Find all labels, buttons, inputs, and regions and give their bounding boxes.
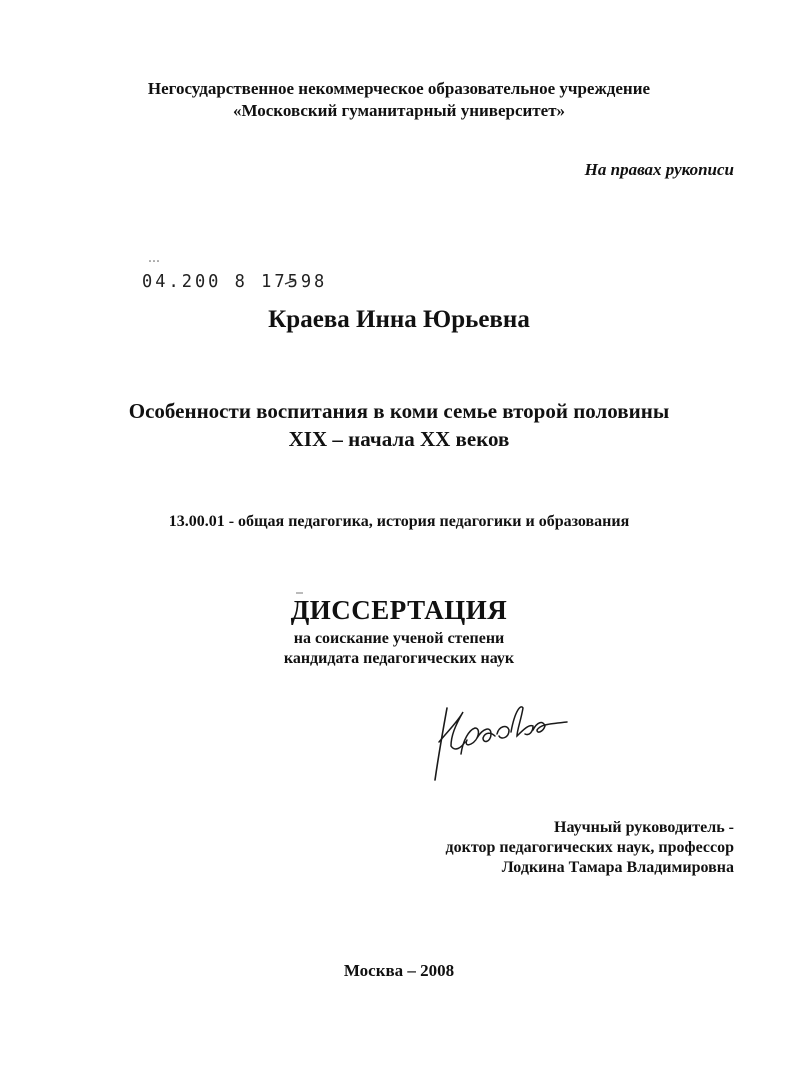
title-line-2: XIX – начала XX веков (288, 427, 510, 451)
title-line-1: Особенности воспитания в коми семье второй половины (128, 399, 670, 423)
supervisor-degree: доктор педагогических наук, профессор (445, 839, 734, 856)
institution-line-2: «Московский гуманитарный университет» (232, 101, 566, 120)
institution-line-1: Негосударственное некоммерческое образовательное учреждение (147, 79, 651, 98)
supervisor-role: Научный руководитель - (554, 819, 734, 836)
city-year: Москва – 2008 (343, 961, 455, 980)
stamp-tick-mark (284, 278, 298, 288)
supervisor-name: Лодкина Тамара Владимировна (501, 859, 734, 876)
specialty-code: 13.00.01 - общая педагогика, история педагогики и образования (168, 513, 630, 530)
dissertation-heading: ДИССЕРТАЦИЯ (290, 595, 508, 625)
author-name: Краева Инна Юрьевна (268, 306, 530, 333)
degree-line-1: на соискание ученой степени (293, 630, 505, 647)
author-signature-icon (425, 690, 575, 790)
manuscript-rights-note: На правах рукописи (584, 160, 734, 179)
stamp-dots-mark (148, 258, 160, 264)
degree-line-2: кандидата педагогических наук (283, 650, 515, 667)
registration-stamp: 04.200 8 17598 (142, 271, 328, 293)
